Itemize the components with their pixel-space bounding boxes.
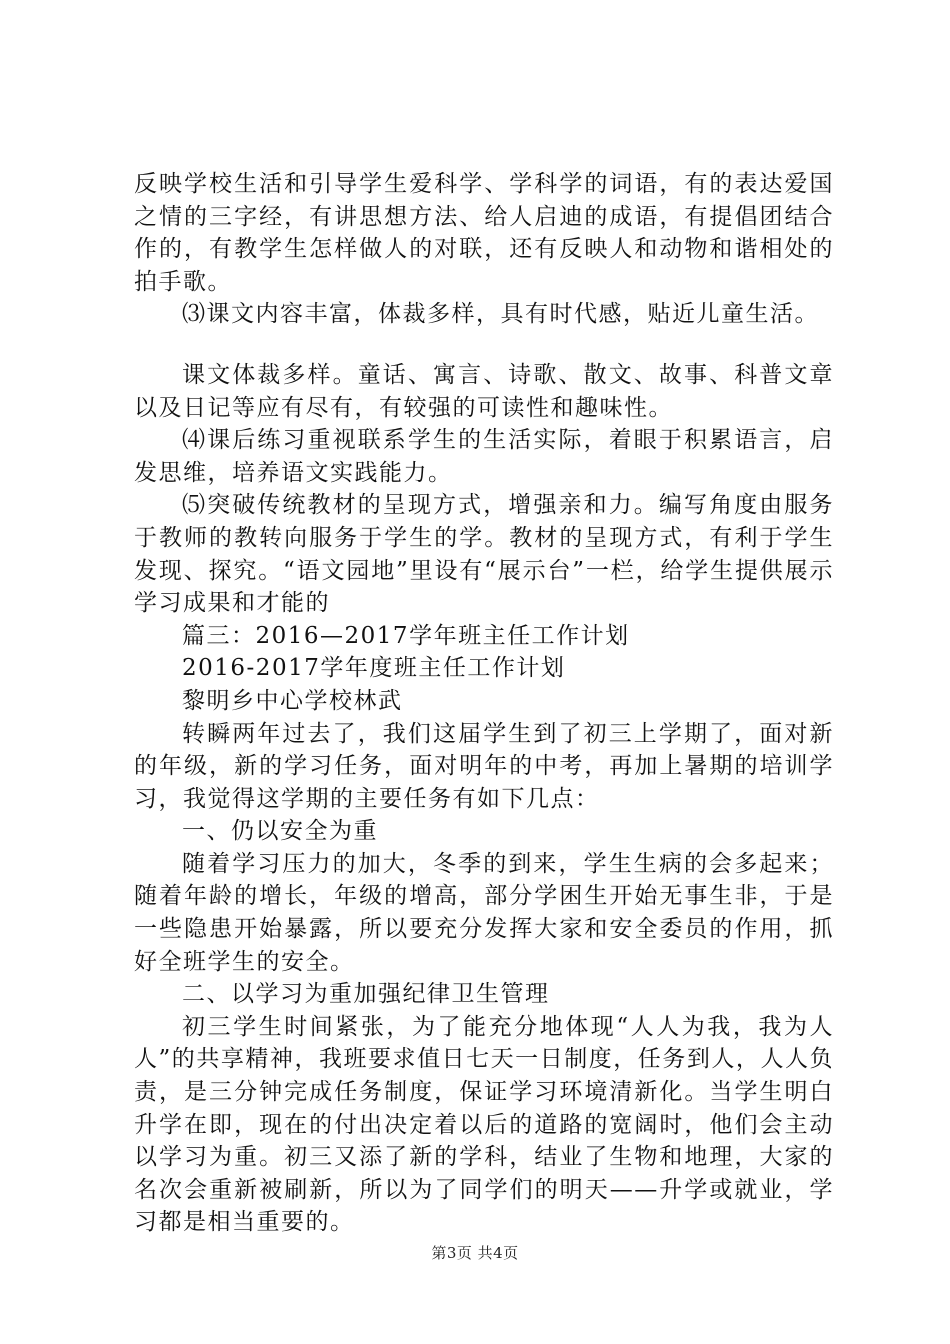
- section-heading: 篇三：2016—2017学年班主任工作计划: [182, 622, 630, 649]
- author-line: 黎明乡中心学校林武: [182, 687, 403, 714]
- paragraph-continuation: 反映学校生活和引导学生爱科学、学科学的词语，有的表达爱国之情的三字经，有讲思想方法、给人启迪的成语，有提倡团结合作的，有教学生怎样做人的对联，还有反映人和动物和谐相处的拍手歌。: [134, 171, 834, 295]
- paragraph-discipline: 初三学生时间紧张，为了能充分地体现“人人为我，我为人人”的共享精神，我班要求值日七天一日制度，任务到人，人人负责，是三分钟完成任务制度，保证学习环境清新化。当学生明白升学在即，现在的付出决定着以后的道路的宽阔时，他们会主动以学习为重。初三又添了新的学科，结业了生物和地理，大家的名次会重新被刷新，所以为了同学们的明天——升学或就业，学习都是相当重要的。: [134, 1013, 834, 1236]
- paragraph-point-3: ⑶课文内容丰富，体裁多样，具有时代感，贴近儿童生活。: [182, 301, 819, 328]
- page-number-footer: 第3页 共4页: [431, 1244, 519, 1262]
- paragraph-point-5: ⑸突破传统教材的呈现方式，增强亲和力。编写角度由服务于教师的教转向服务于学生的学。教材的呈现方式，有利于学生发现、探究。“语文园地”里设有“展示台”一栏，给学生提供展示学习成果和才能的: [134, 492, 834, 617]
- paragraph-point-4: ⑷课后练习重视联系学生的生活实际，着眼于积累语言，启发思维，培养语文实践能力。: [134, 427, 834, 486]
- subheading-safety: 一、仍以安全为重: [182, 818, 378, 845]
- paragraph-intro: 转瞬两年过去了，我们这届学生到了初三上学期了，面对新的年级，新的学习任务，面对明年的中考，再加上暑期的培训学习，我觉得这学期的主要任务有如下几点：: [134, 720, 834, 812]
- document-title: 2016-2017学年度班主任工作计划: [182, 655, 566, 682]
- paragraph-safety: 随着学习压力的加大，冬季的到来，学生生病的会多起来；随着年龄的增长，年级的增高，部分学困生开始无事生非，于是一些隐患开始暴露，所以要充分发挥大家和安全委员的作用，抓好全班学生的安全。: [134, 850, 834, 975]
- document-body: [134, 168, 834, 1239]
- paragraph-genres: 课文体裁多样。童话、寓言、诗歌、散文、故事、科普文章以及日记等应有尽有，有较强的可读性和趣味性。: [134, 361, 834, 421]
- subheading-discipline: 二、以学习为重加强纪律卫生管理: [182, 981, 550, 1008]
